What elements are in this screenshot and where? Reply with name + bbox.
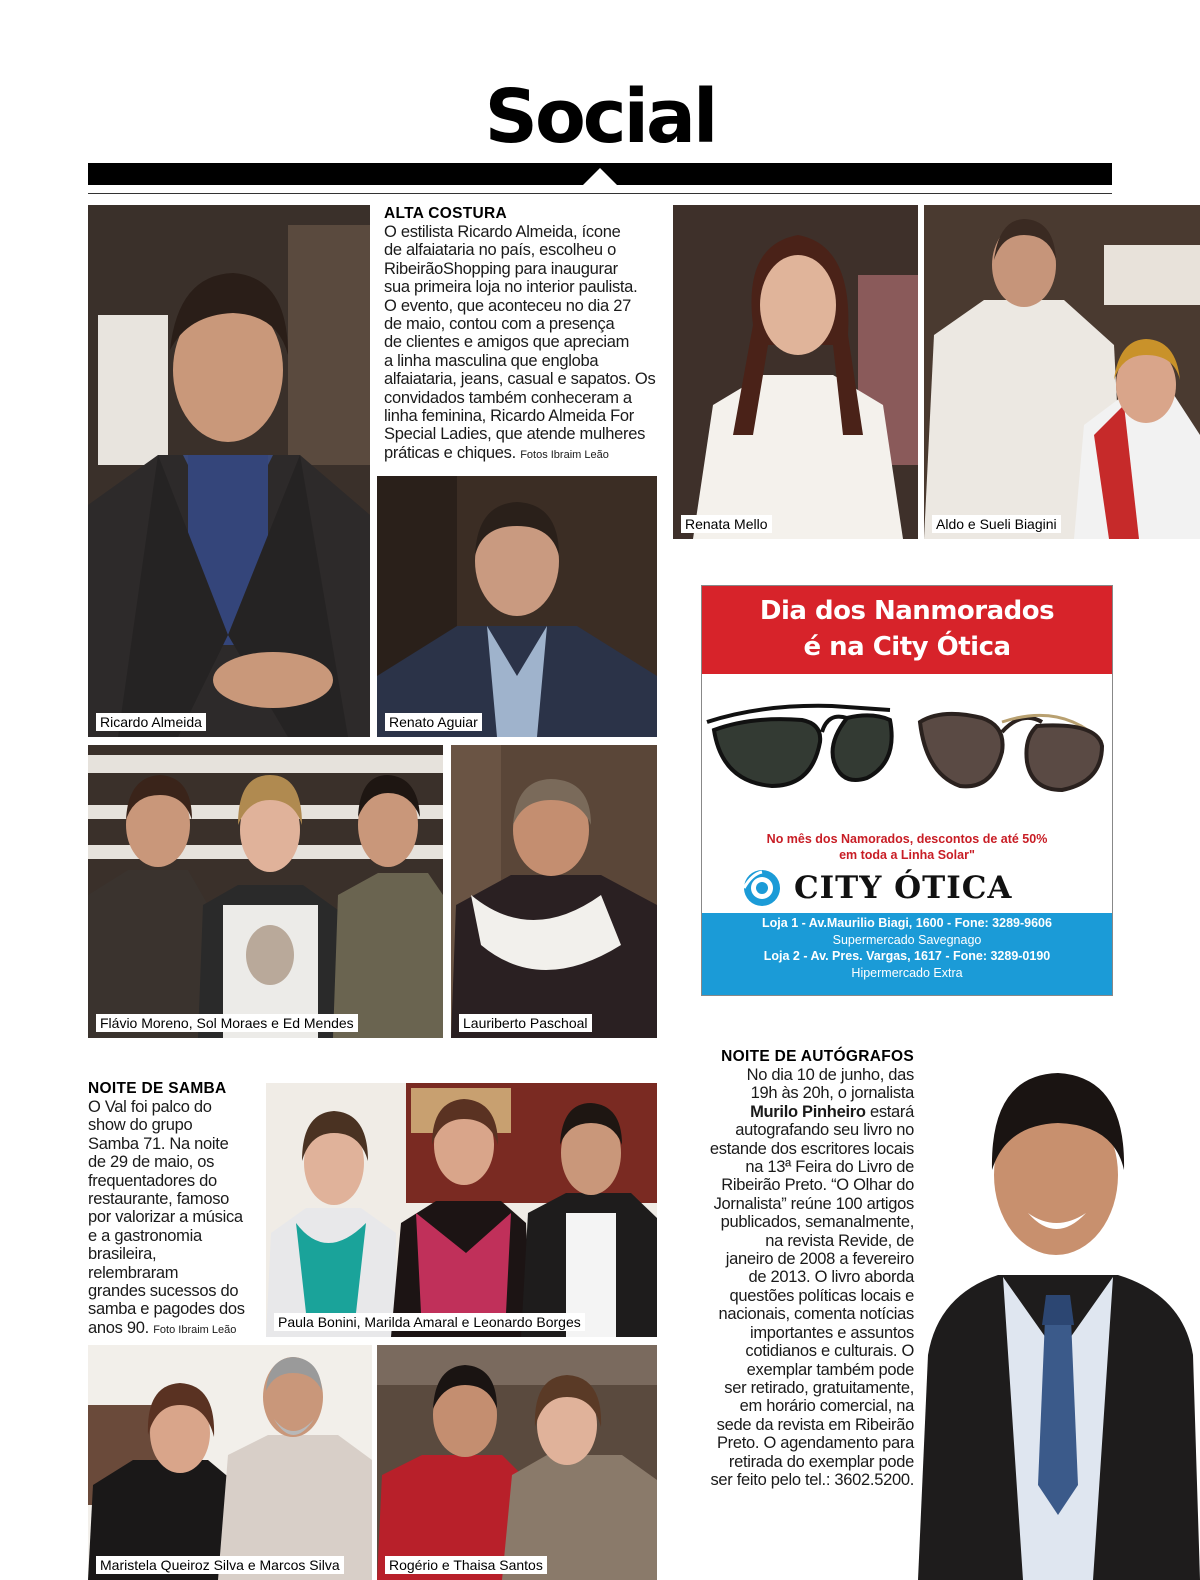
photo-lauriberto-paschoal-image — [451, 745, 657, 1038]
alta-costura-line: a linha masculina que engloba — [384, 351, 599, 370]
caption-renata-mello: Renata Mello — [681, 515, 772, 533]
photo-renato-aguiar-image — [377, 476, 657, 737]
noite-autografos-line: estande dos escritores locais — [709, 1139, 914, 1158]
city-otica-logo — [742, 868, 1082, 908]
caption-maristela-marcos: Maristela Queiroz Silva e Marcos Silva — [96, 1556, 344, 1574]
noite-autografos-line: ser feito pelo tel.: 3602.5200. — [710, 1470, 914, 1489]
noite-autografos-line: na 13ª Feira do Livro de — [745, 1158, 914, 1177]
noite-autografos-heading: NOITE DE AUTÓGRAFOS — [721, 1048, 914, 1065]
photo-aldo-sueli-biagini — [924, 205, 1200, 539]
alta-costura-line: sua primeira loja no interior paulista. — [384, 278, 638, 297]
alta-costura-line: O evento, que aconteceu no dia 27 — [384, 296, 631, 315]
caption-lauriberto-paschoal: Lauriberto Paschoal — [459, 1014, 592, 1032]
noite-samba-line: show do grupo — [88, 1116, 193, 1135]
ad-promo-line-2: em toda a Linha Solar" — [839, 848, 975, 862]
noite-autografos-line: Jornalista” reúne 100 artigos — [713, 1194, 914, 1213]
page-title: Social — [484, 74, 716, 160]
caption-renato-aguiar: Renato Aguiar — [385, 713, 482, 731]
photo-aldo-sueli-biagini-image — [924, 205, 1200, 539]
noite-autografos-line: em horário comercial, na — [739, 1397, 914, 1416]
author-name: Murilo Pinheiro — [750, 1102, 866, 1121]
noite-samba-line: frequentadores do — [88, 1171, 217, 1190]
noite-autografos-line: Preto. O agendamento para — [716, 1434, 914, 1453]
title-rule — [88, 193, 1112, 194]
noite-autografos-line: retirada do exemplar pode — [728, 1452, 914, 1471]
title-bar-notch — [583, 168, 617, 185]
city-otica-ad — [701, 585, 1113, 996]
noite-autografos-line: estará — [865, 1102, 914, 1121]
noite-autografos-line: cotidianos e culturais. O — [745, 1342, 914, 1361]
photo-paula-marilda-leonardo-image — [266, 1083, 657, 1337]
noite-autografos-line: 19h às 20h, o jornalista — [750, 1084, 914, 1103]
alta-costura-line: RibeirãoShopping para inaugurar — [384, 259, 618, 278]
eye-logo-icon — [742, 868, 782, 908]
photo-renata-mello-image — [673, 205, 918, 539]
caption-aldo-sueli-biagini: Aldo e Sueli Biagini — [932, 515, 1061, 533]
noite-samba-last-line: anos 90. — [88, 1318, 149, 1337]
ad-store-1-sub: Supermercado Savegnago — [832, 932, 982, 947]
alta-costura-line: alfaiataria, jeans, casual e sapatos. Os — [384, 370, 656, 389]
noite-autografos-text — [660, 1048, 914, 1489]
noite-samba-line: brasileira, — [88, 1245, 157, 1264]
alta-costura-line: linha feminina, Ricardo Almeida For — [384, 407, 634, 426]
noite-autografos-line: exemplar também pode — [746, 1360, 914, 1379]
photo-rogerio-thaisa — [377, 1345, 657, 1580]
ad-promo-line-1: No mês dos Namorados, descontos de até 50% — [766, 832, 1048, 846]
noite-samba-line: grandes sucessos do — [88, 1282, 239, 1301]
noite-autografos-line: sede da revista em Ribeirão — [716, 1415, 914, 1434]
photo-renata-mello — [673, 205, 918, 539]
noite-autografos-line: ser retirado, gratuitamente, — [724, 1378, 914, 1397]
ad-store-info — [702, 913, 1112, 995]
noite-samba-line: O Val foi palco do — [88, 1098, 212, 1116]
noite-samba-line: e a gastronomia — [88, 1226, 202, 1245]
noite-autografos-line: Ribeirão Preto. “O Olhar do — [721, 1176, 914, 1195]
noite-samba-text — [88, 1080, 263, 1339]
ad-header — [702, 586, 1112, 674]
noite-autografos-line: autografando seu livro no — [735, 1121, 914, 1140]
ad-headline-line-1: Dia dos Nanmorados — [759, 596, 1055, 626]
sunglasses-right-icon — [920, 714, 1102, 790]
photo-flavio-sol-ed — [88, 745, 443, 1038]
sunglasses-left-icon — [707, 706, 892, 786]
alta-costura-text — [384, 205, 674, 464]
sunglasses-image — [702, 682, 1112, 822]
alta-costura-line: O estilista Ricardo Almeida, ícone — [384, 223, 621, 241]
ad-headline-line-2: é na City Ótica — [803, 632, 1011, 662]
noite-samba-line: restaurante, famoso — [88, 1190, 230, 1209]
noite-autografos-line: importantes e assuntos — [750, 1323, 914, 1342]
noite-autografos-line: nacionais, comenta notícias — [718, 1305, 914, 1324]
ad-promo — [702, 831, 1112, 863]
noite-samba-line: Samba 71. Na noite — [88, 1134, 229, 1153]
alta-costura-line: convidados também conheceram a — [384, 388, 632, 407]
noite-samba-heading: NOITE DE SAMBA — [88, 1080, 227, 1097]
ad-store-2-sub: Hipermercado Extra — [851, 965, 963, 980]
alta-costura-line: Special Ladies, que atende mulheres — [384, 425, 646, 444]
caption-rogerio-thaisa: Rogério e Thaisa Santos — [385, 1556, 547, 1574]
alta-costura-heading: ALTA COSTURA — [384, 205, 507, 222]
photo-ricardo-almeida — [88, 205, 370, 737]
photo-flavio-sol-ed-image — [88, 745, 443, 1038]
noite-autografos-line: janeiro de 2008 a fevereiro — [725, 1250, 914, 1269]
alta-costura-line: de maio, contou com a presença — [384, 315, 615, 334]
noite-autografos-line: de 2013. O livro aborda — [748, 1268, 914, 1287]
photo-renato-aguiar — [377, 476, 657, 737]
noite-autografos-line: publicados, semanalmente, — [720, 1213, 914, 1232]
alta-costura-last-line: práticas e chiques. — [384, 443, 516, 462]
alta-costura-line: de alfaiataria no país, escolheu o — [384, 241, 616, 260]
photo-rogerio-thaisa-image — [377, 1345, 657, 1580]
photo-paula-marilda-leonardo — [266, 1083, 657, 1337]
noite-autografos-line: questões políticas locais e — [729, 1286, 914, 1305]
photo-credit: Fotos Ibraim Leão — [520, 448, 609, 461]
noite-samba-line: relembraram — [88, 1263, 179, 1282]
photo-maristela-marcos-image — [88, 1345, 372, 1580]
alta-costura-line: de clientes e amigos que apreciam — [384, 333, 630, 352]
noite-samba-line: samba e pagodes dos — [88, 1300, 245, 1319]
ad-store-1: Loja 1 - Av.Maurilio Biagi, 1600 - Fone: 3289-9606 — [762, 916, 1052, 930]
noite-autografos-line: na revista Revide, de — [765, 1231, 914, 1250]
photo-lauriberto-paschoal — [451, 745, 657, 1038]
photo-maristela-marcos — [88, 1345, 372, 1580]
caption-ricardo-almeida: Ricardo Almeida — [96, 713, 206, 731]
ad-store-2: Loja 2 - Av. Pres. Vargas, 1617 - Fone: 3289-0190 — [763, 949, 1051, 963]
caption-paula-marilda-leonardo: Paula Bonini, Marilda Amaral e Leonardo Borges — [274, 1313, 585, 1331]
caption-flavio-sol-ed: Flávio Moreno, Sol Moraes e Ed Mendes — [96, 1014, 358, 1032]
photo-credit: Foto Ibraim Leão — [153, 1323, 237, 1336]
ad-brand: CITY ÓTICA — [794, 870, 1013, 906]
photo-murilo-pinheiro — [918, 1055, 1200, 1580]
photo-ricardo-almeida-image — [88, 205, 370, 737]
noite-samba-line: de 29 de maio, os — [88, 1153, 215, 1172]
noite-autografos-line: No dia 10 de junho, das — [746, 1066, 914, 1084]
noite-samba-line: por valorizar a música — [88, 1208, 243, 1227]
